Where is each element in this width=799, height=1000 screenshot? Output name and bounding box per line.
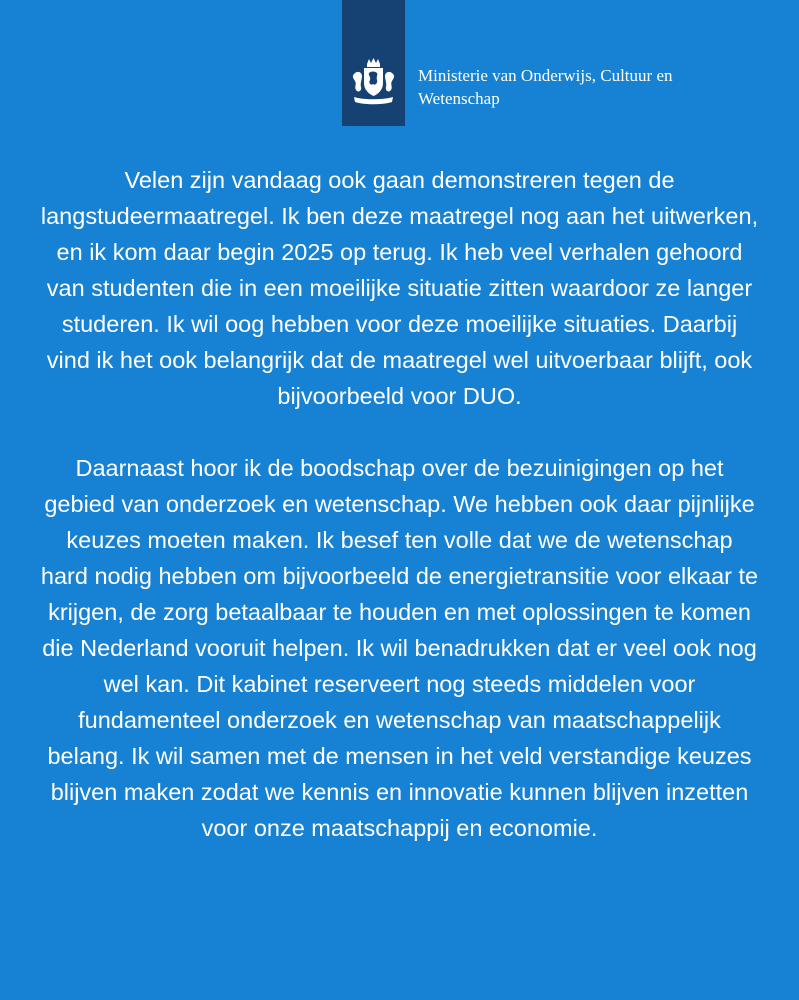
statement-paragraph: Velen zijn vandaag ook gaan demonstreren tegen de langstudeermaatregel. Ik ben deze maatregel nog aan het uitwerken, en ik kom daar begin 2025 op terug. Ik heb veel verhalen gehoord van studenten die in een moeilijke situatie zitten waardoor ze langer studeren. Ik wil oog hebben voor deze moeilijke situaties. Daarbij vind ik het ook belangrijk dat de maatregel wel uitvoerbaar blijft, ook bijvoorbeeld voor DUO. bbox=[40, 167, 759, 409]
statement-text bbox=[40, 162, 759, 846]
rijksoverheid-logo bbox=[342, 0, 405, 126]
coat-of-arms-icon bbox=[348, 56, 399, 108]
ministry-name: Ministerie van Onderwijs, Cultuur en Wetenschap bbox=[418, 66, 673, 108]
statement-paragraph: Daarnaast hoor ik de boodschap over de bezuinigingen op het gebied van onderzoek en wetenschap. We hebben ook daar pijnlijke keuzes moeten maken. Ik besef ten volle dat we de wetenschap hard nodig hebben om bijvoorbeeld de energietransitie voor elkaar te krijgen, de zorg betaalbaar te houden en met oplossingen te komen die Nederland vooruit helpen. Ik wil benadrukken dat er veel ook nog wel kan. Dit kabinet reserveert nog steeds middelen voor fundamenteel onderzoek en wetenschap van maatschappelijk belang. Ik wil samen met de mensen in het veld verstandige keuzes blijven maken zodat we kennis en innovatie kunnen blijven inzetten voor onze maatschappij en economie. bbox=[40, 455, 759, 841]
